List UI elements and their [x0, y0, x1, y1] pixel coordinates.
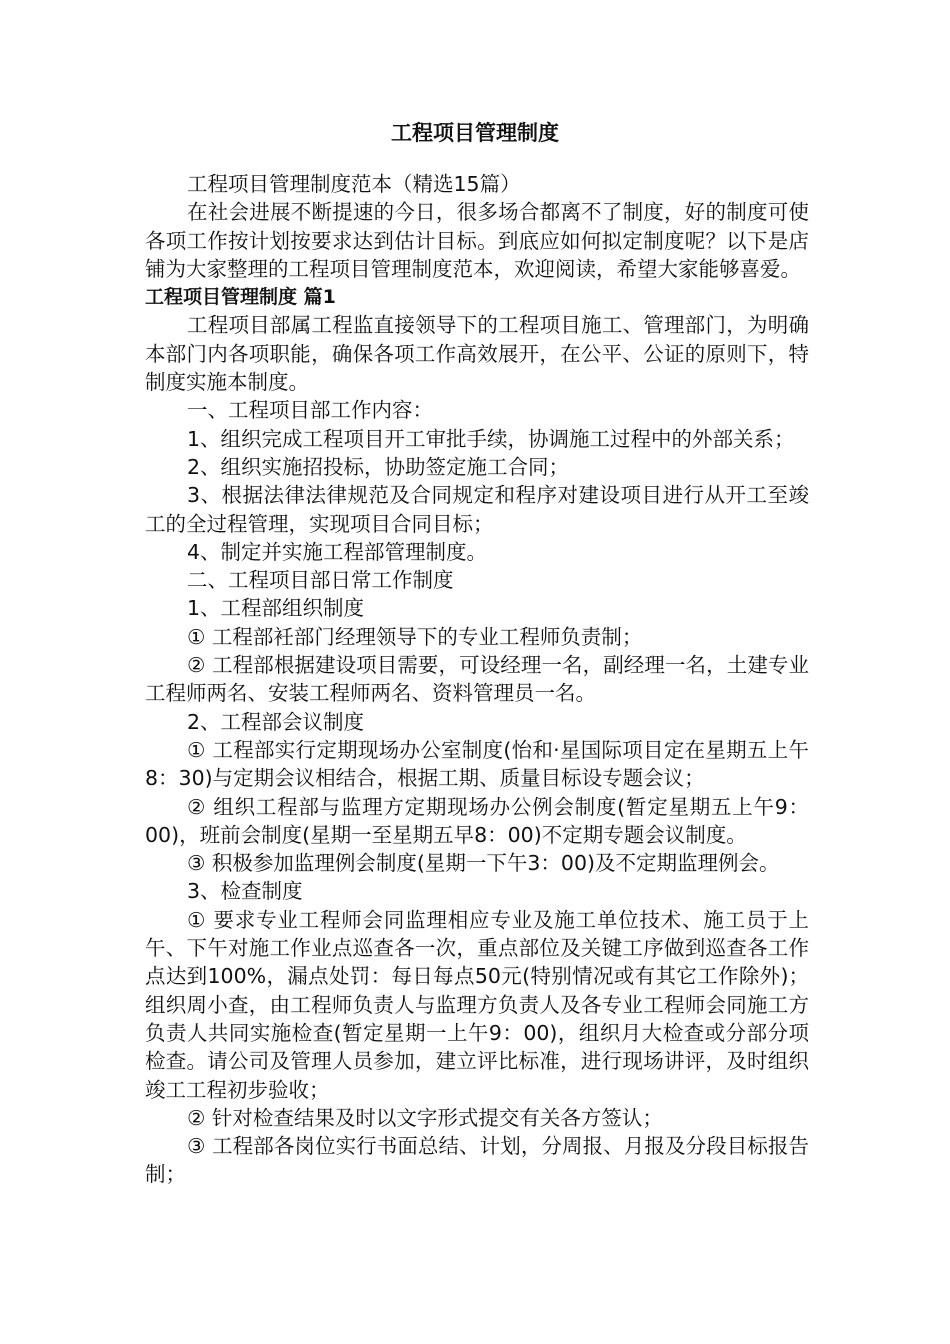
body-paragraph: 工程项目管理制度范本（精选15篇） — [187, 172, 521, 196]
body-paragraph: 1、工程部组织制度 — [187, 596, 365, 621]
body-paragraph: ① 工程部衽部门经理领导下的专业工程师负责制； — [187, 624, 643, 649]
body-paragraph: 一、工程项目部工作内容： — [187, 398, 433, 423]
body-paragraph: ② 针对检查结果及时以文字形式提交有关各方签认； — [187, 1105, 663, 1130]
body-paragraph: ③ 工程部各岗位实行书面总结、计划，分周报、月报及分段目标报告制； — [145, 1134, 809, 1187]
body-paragraph: ② 工程部根据建设项目需要，可设经理一名，副经理一名，土建专业工程师两名、安装工程师两名、资料管理员一名。 — [145, 653, 809, 706]
body-paragraph: 在社会进展不断提速的今日，很多场合都离不了制度，好的制度可使各项工作按计划按要求达到估计目标。到底应如何拟定制度呢？以下是店铺为大家整理的工程项目管理制度范本，欢迎阅读，希望大家能够喜爱。 — [145, 200, 809, 281]
body-paragraph: 3、根据法律法律规范及合同规定和程序对建设项目进行从开工至竣工的全过程管理，实现项目合同目标； — [145, 483, 809, 536]
body-paragraph: ① 要求专业工程师会同监理相应专业及施工单位技术、施工员于上午、下午对施工作业点巡查各一次，重点部位及关键工序做到巡查各工作点达到100%，漏点处罚：每日每点50元(特别情况或有其它工作除外)；组织周小查，由工程师负责人与监理方负责人及各专业工程师会同施工方负责人共同实施检查(暂定星期一上午9：00)，组织月大检查或分部分项检查。请公司及管理人员参加，建立评比标准，进行现场讲评，及时组织竣工工程初步验收； — [145, 907, 809, 1102]
body-paragraph: 1、组织完成工程项目开工审批手续，协调施工过程中的外部关系； — [187, 426, 795, 451]
body-paragraph: ③ 积极参加监理例会制度(星期一下午3：00)及不定期监理例会。 — [187, 851, 780, 876]
section-heading: 工程项目管理制度 篇1 — [145, 286, 336, 309]
body-paragraph: ① 工程部实行定期现场办公室制度(怡和·星国际项目定在星期五上午8：30)与定期会议相结合，根据工期、质量目标设专题会议； — [145, 737, 809, 791]
body-paragraph: ② 组织工程部与监理方定期现场办公例会制度(暂定星期五上午9：00)，班前会制度(星期一至星期五早8：00)不定期专题会议制度。 — [145, 794, 809, 847]
body-paragraph: 工程项目部属工程监直接领导下的工程项目施工、管理部门，为明确本部门内各项职能，确保各项工作高效展开，在公平、公证的原则下，特制度实施本制度。 — [145, 313, 809, 395]
body-paragraph: 2、工程部会议制度 — [187, 709, 365, 734]
document-body — [145, 170, 809, 1189]
body-paragraph: 3、检查制度 — [187, 879, 303, 904]
document-title: 工程项目管理制度 — [391, 121, 559, 145]
body-paragraph: 二、工程项目部日常工作制度 — [187, 568, 454, 593]
body-paragraph: 4、制定并实施工程部管理制度。 — [187, 539, 488, 564]
body-paragraph: 2、组织实施招投标，协助签定施工合同； — [187, 454, 570, 479]
